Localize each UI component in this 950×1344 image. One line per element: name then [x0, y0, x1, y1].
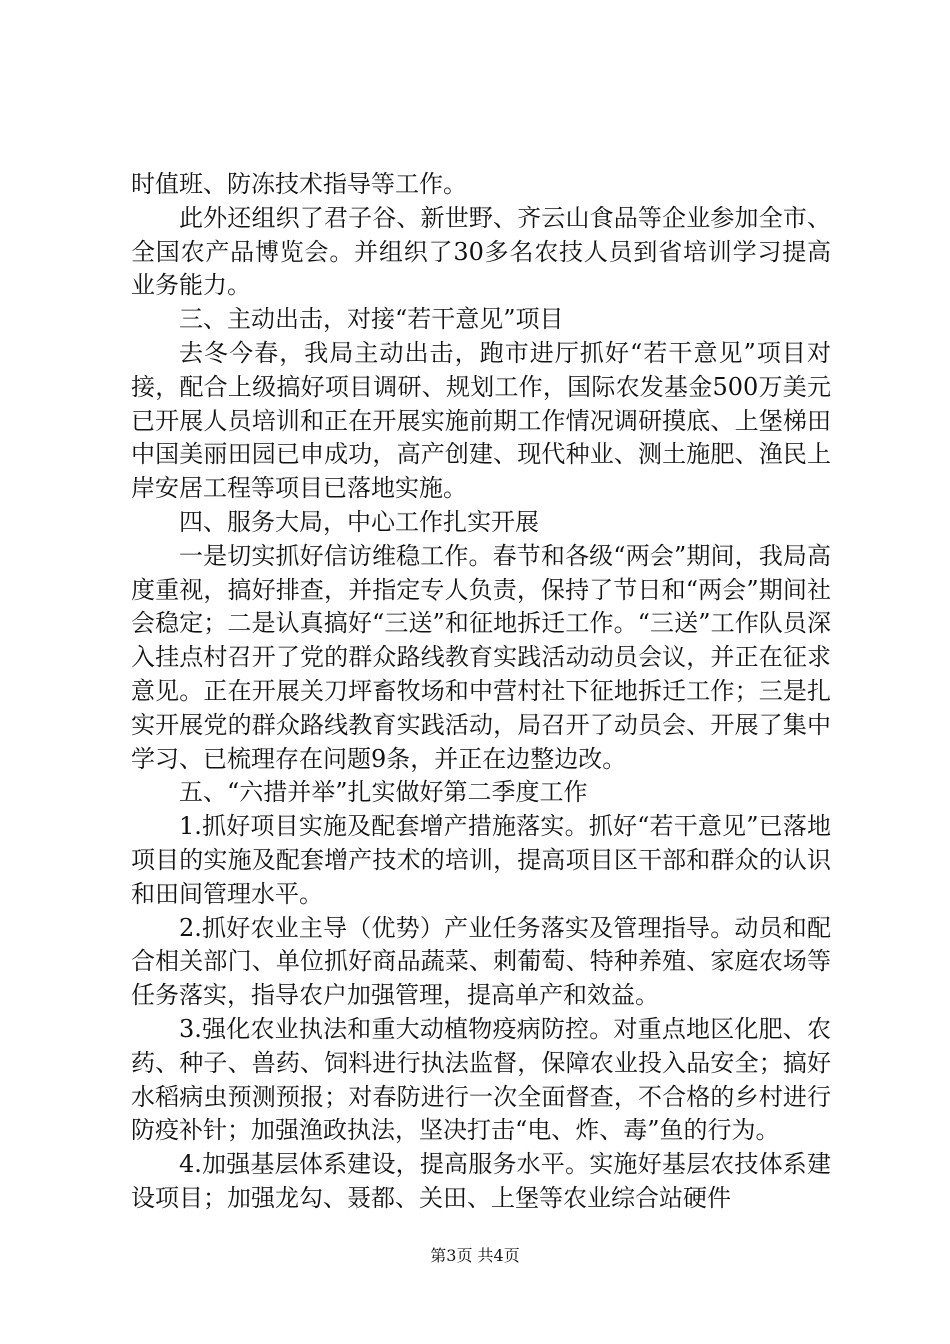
list-item-2: 2.抓好农业主导（优势）产业任务落实及管理指导。动员和配合相关部门、单位抓好商品蔬菜、刺葡萄、特种养殖、家庭农场等任务落实，指导农户加强管理，提高单产和效益。 [131, 913, 831, 1010]
list-item-3: 3.强化农业执法和重大动植物疫病防控。对重点地区化肥、农药、种子、兽药、饲料进行执法监督，保障农业投入品安全；搞好水稻病虫预测预报；对春防进行一次全面督查，不合格的乡村进行防疫补针；加强渔政执法，坚决打击“电、炸、毒”鱼的行为。 [131, 1014, 831, 1145]
paragraph-expo: 此外还组织了君子谷、新世野、齐云山食品等企业参加全市、全国农产品博览会。并组织了30多名农技人员到省培训学习提高业务能力。 [131, 203, 831, 300]
page-footer: 第3页 共4页 [430, 1246, 520, 1265]
document-body [131, 168, 831, 1216]
section-heading-5: 五、“六措并举”扎实做好第二季度工作 [179, 778, 588, 807]
paragraph-continuation: 时值班、防冻技术指导等工作。 [131, 170, 467, 198]
paragraph-central-work: 一是切实抓好信访维稳工作。春节和各级“两会”期间，我局高度重视，搞好排查，并指定专人负责，保持了节日和“两会”期间社会稳定；二是认真搞好“三送”和征地拆迁工作。“三送”工作队员深入挂点村召开了党的群众路线教育实践活动动员会议，并正在征求意见。正在开展关刀坪畜牧场和中营村社下征地拆迁工作；三是扎实开展党的群众路线教育实践活动，局召开了动员会、开展了集中学习、已梳理存在问题9条，并正在边整边改。 [131, 541, 831, 773]
list-item-1: 1.抓好项目实施及配套增产措施落实。抓好“若干意见”已落地项目的实施及配套增产技术的培训，提高项目区干部和群众的认识和田间管理水平。 [131, 812, 831, 908]
section-heading-4: 四、服务大局，中心工作扎实开展 [179, 507, 539, 536]
list-item-4: 4.加强基层体系建设，提高服务水平。实施好基层农技体系建设项目；加强龙勾、聂都、关田、上堡等农业综合站硬件 [131, 1150, 831, 1212]
section-heading-3: 三、主动出击，对接“若干意见”项目 [179, 305, 564, 334]
paragraph-projects: 去冬今春，我局主动出击，跑市进厅抓好“若干意见”项目对接，配合上级搞好项目调研、规划工作，国际农发基金500万美元已开展人员培训和正在开展实施前期工作情况调研摸底、上堡梯田中国美丽田园已申成功，高产创建、现代种业、测土施肥、渔民上岸安居工程等项目已落地实施。 [131, 338, 831, 503]
